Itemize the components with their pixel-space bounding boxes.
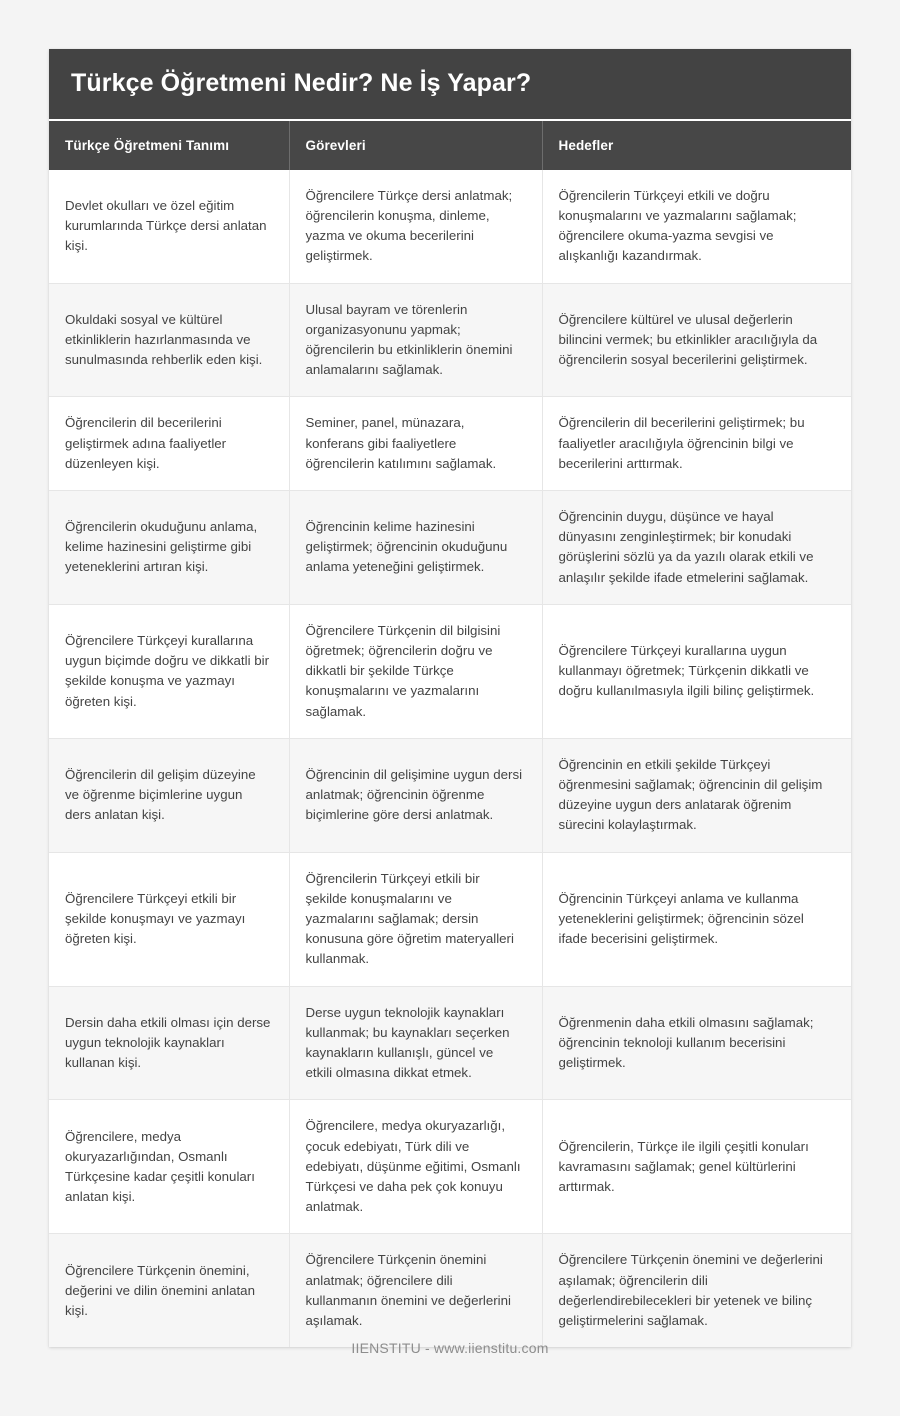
cell-gorevleri: Seminer, panel, münazara, konferans gibi faaliyetlere öğrencilerin katılımını sağlamak. [289,397,542,491]
table-row [49,283,851,397]
cell-tanim: Öğrencilere, medya okuryazarlığından, Osmanlı Türkçesine kadar çeşitli konuları anlatan kişi. [49,1100,289,1234]
info-table [49,119,851,1348]
cell-hedefler: Öğrencinin Türkçeyi anlama ve kullanma yeteneklerini geliştirmek; öğrencinin sözel ifade becerisini geliştirmek. [542,852,851,986]
cell-gorevleri: Öğrencilere Türkçenin dil bilgisini öğretmek; öğrencilerin doğru ve dikkatli bir şekilde Türkçe konuşmalarını ve yazmalarını sağlamak. [289,604,542,738]
table-body [49,170,851,1348]
cell-gorevleri: Öğrencinin dil gelişimine uygun dersi anlatmak; öğrencinin öğrenme biçimlerine göre dersi anlatmak. [289,738,542,852]
cell-gorevleri: Öğrencilere Türkçe dersi anlatmak; öğrencilerin konuşma, dinleme, yazma ve okuma becerilerini geliştirmek. [289,170,542,283]
footer-text: IIENSTITU - www.iienstitu.com [351,1340,549,1356]
column-header-tanim: Türkçe Öğretmeni Tanımı [49,120,289,170]
cell-gorevleri: Derse uygun teknolojik kaynakları kullanmak; bu kaynakları seçerken kaynakların kullanışlı, güncel ve etkili olmasına dikkat etmek. [289,986,542,1100]
table-row [49,1100,851,1234]
cell-gorevleri: Ulusal bayram ve törenlerin organizasyonunu yapmak; öğrencilerin bu etkinliklerin önemini anlamalarını sağlamak. [289,283,542,397]
cell-tanim: Öğrencilere Türkçeyi etkili bir şekilde konuşmayı ve yazmayı öğreten kişi. [49,852,289,986]
table-row [49,170,851,283]
cell-hedefler: Öğrencinin en etkili şekilde Türkçeyi öğrenmesini sağlamak; öğrencinin dil gelişim düzeyine uygun ders anlatarak öğrenim sürecini kolaylaştırmak. [542,738,851,852]
table-row [49,852,851,986]
cell-hedefler: Öğrenmenin daha etkili olmasını sağlamak; öğrencinin teknoloji kullanım becerisini geliştirmek. [542,986,851,1100]
cell-gorevleri: Öğrencinin kelime hazinesini geliştirmek; öğrencinin okuduğunu anlama yeteneğini geliştirmek. [289,490,542,604]
table-head [49,120,851,170]
cell-hedefler: Öğrencilerin dil becerilerini geliştirmek; bu faaliyetler aracılığıyla öğrencinin bilgi ve becerilerini arttırmak. [542,397,851,491]
column-header-hedefler: Hedefler [542,120,851,170]
cell-gorevleri: Öğrencilere Türkçenin önemini anlatmak; öğrencilere dili kullanmanın önemini ve değerlerini aşılamak. [289,1234,542,1347]
cell-tanim: Öğrencilere Türkçeyi kurallarına uygun biçimde doğru ve dikkatli bir şekilde konuşma ve yazmayı öğreten kişi. [49,604,289,738]
cell-tanim: Okuldaki sosyal ve kültürel etkinliklerin hazırlanmasında ve sunulmasında rehberlik eden kişi. [49,283,289,397]
cell-hedefler: Öğrencilerin, Türkçe ile ilgili çeşitli konuları kavramasını sağlamak; genel kültürlerini arttırmak. [542,1100,851,1234]
cell-tanim: Devlet okulları ve özel eğitim kurumlarında Türkçe dersi anlatan kişi. [49,170,289,283]
cell-tanim: Dersin daha etkili olması için derse uygun teknolojik kaynakları kullanan kişi. [49,986,289,1100]
cell-tanim: Öğrencilerin dil becerilerini geliştirmek adına faaliyetler düzenleyen kişi. [49,397,289,491]
cell-tanim: Öğrencilerin dil gelişim düzeyine ve öğrenme biçimlerine uygun ders anlatan kişi. [49,738,289,852]
table-row [49,738,851,852]
table-card [49,49,851,1347]
cell-tanim: Öğrencilerin okuduğunu anlama, kelime hazinesini geliştirme gibi yeteneklerini artıran kişi. [49,490,289,604]
cell-gorevleri: Öğrencilere, medya okuryazarlığı, çocuk edebiyatı, Türk dili ve edebiyatı, düşünme eğitimi, Osmanlı Türkçesi ve daha pek çok konuyu anlatmak. [289,1100,542,1234]
cell-hedefler: Öğrencilere Türkçeyi kurallarına uygun kullanmayı öğretmek; Türkçenin dikkatli ve doğru kullanılmasıyla ilgili bilinç geliştirmek. [542,604,851,738]
table-header-row [49,120,851,170]
cell-hedefler: Öğrencinin duygu, düşünce ve hayal dünyasını zenginleştirmek; bir konudaki görüşlerini sözlü ya da yazılı olarak etkili ve anlaşılır şekilde ifade etmelerini sağlamak. [542,490,851,604]
cell-hedefler: Öğrencilere kültürel ve ulusal değerlerin bilincini vermek; bu etkinlikler aracılığıyla da öğrencilerin sosyal becerilerini geliştirmek. [542,283,851,397]
column-header-gorevleri: Görevleri [289,120,542,170]
cell-hedefler: Öğrencilere Türkçenin önemini ve değerlerini aşılamak; öğrencilerin dili değerlendirebilecekleri bir yetenek ve bilinç geliştirmelerini sağlamak. [542,1234,851,1347]
cell-tanim: Öğrencilere Türkçenin önemini, değerini ve dilin önemini anlatan kişi. [49,1234,289,1347]
table-row [49,604,851,738]
cell-hedefler: Öğrencilerin Türkçeyi etkili ve doğru konuşmalarını ve yazmalarını sağlamak; öğrencilere okuma-yazma sevgisi ve alışkanlığı kazandırmak. [542,170,851,283]
table-row [49,1234,851,1347]
footer [0,1340,900,1356]
page-title: Türkçe Öğretmeni Nedir? Ne İş Yapar? [71,69,532,97]
title-bar [49,49,851,119]
table-row [49,490,851,604]
table-row [49,986,851,1100]
table-row [49,397,851,491]
cell-gorevleri: Öğrencilerin Türkçeyi etkili bir şekilde konuşmalarını ve yazmalarını sağlamak; dersin konusuna göre öğretim materyalleri kullanmak. [289,852,542,986]
